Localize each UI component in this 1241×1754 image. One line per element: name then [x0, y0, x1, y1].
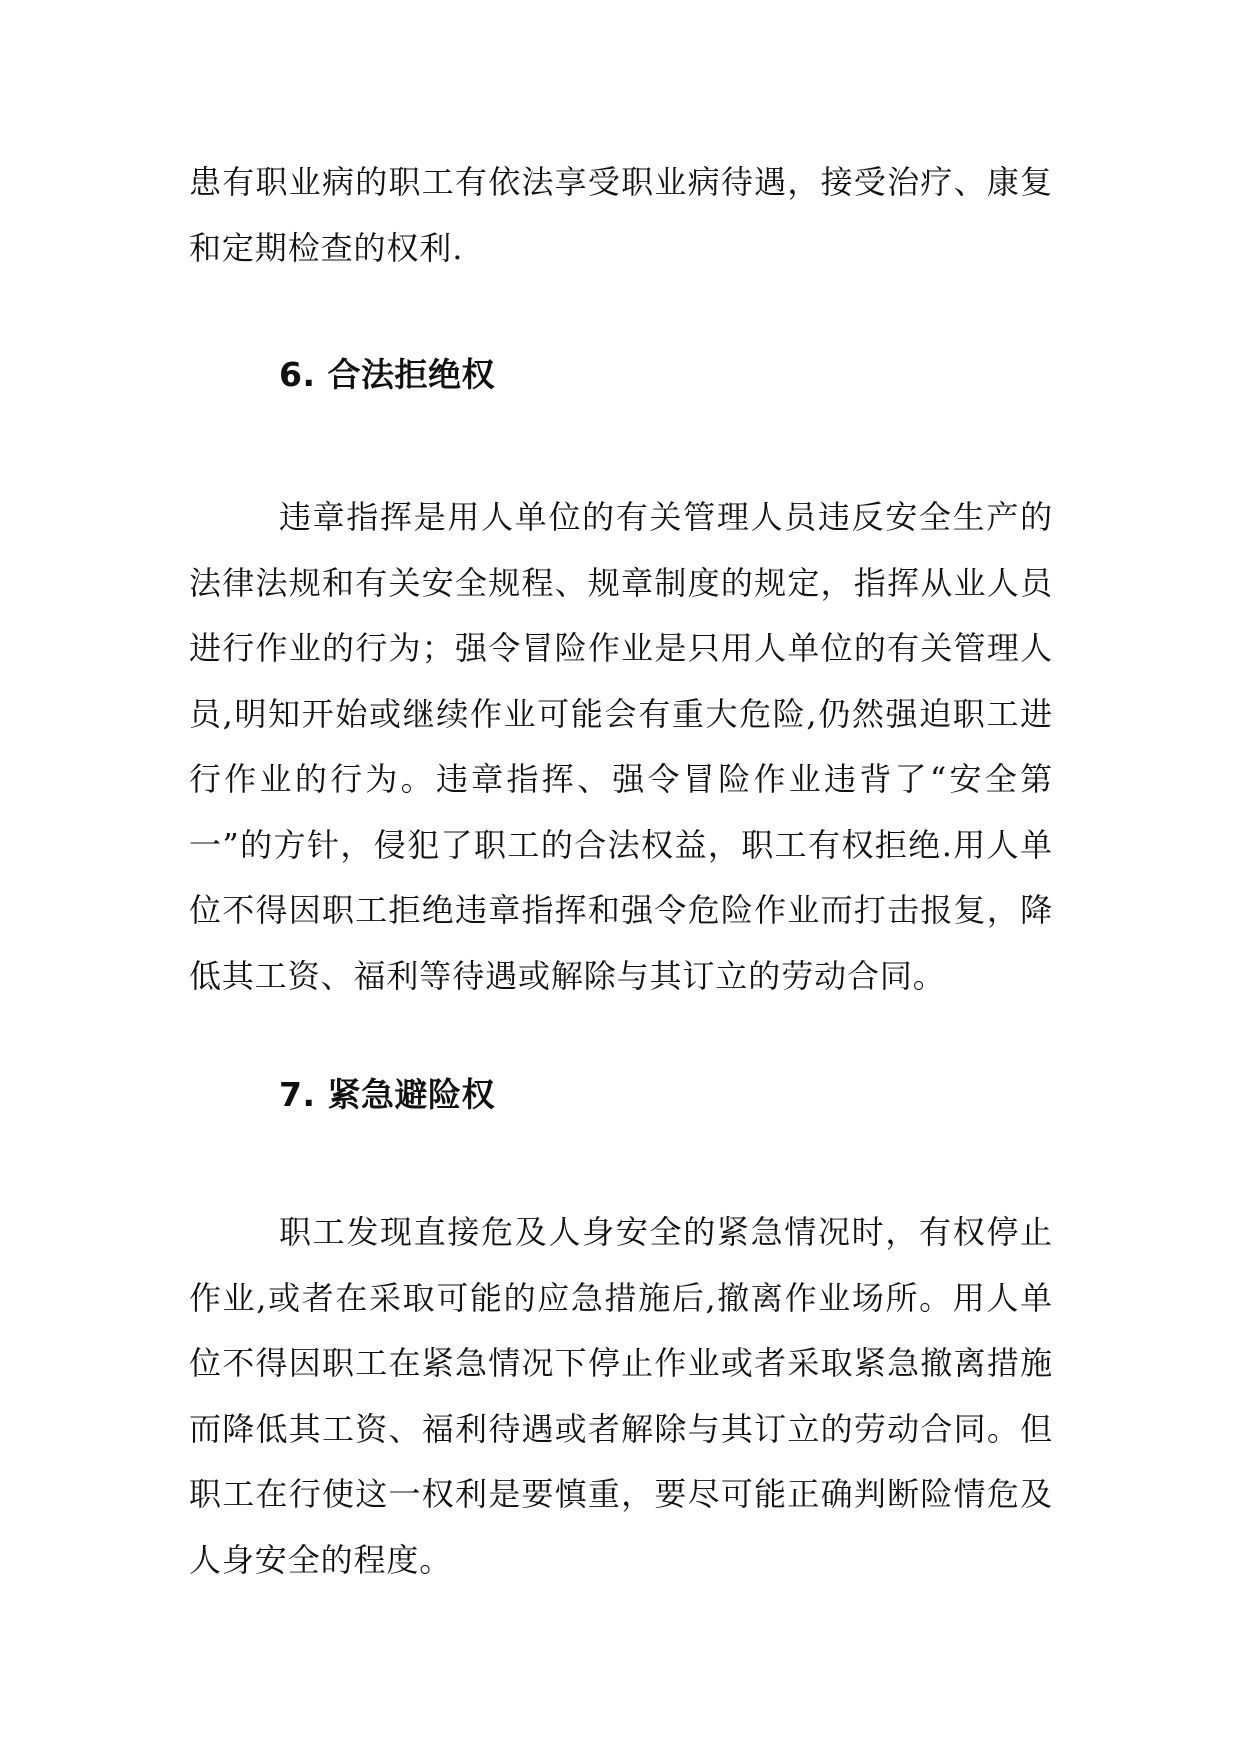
heading-right-to-refuse: 6. 合法拒绝权 — [279, 355, 495, 394]
paragraph-occupational-disease-rights: 患有职业病的职工有依法享受职业病待遇，接受治疗、康复和定期检查的权利. — [189, 163, 1053, 267]
paragraph-emergency-avoidance: 职工发现直接危及人身安全的紧急情况时，有权停止作业,或者在采取可能的应急措施后,撤离作业场所。用人单位不得因职工在紧急情况下停止作业或者采取紧急撤离措施而降低其工资、福利待遇或者解除与其订立的劳动合同。但职工在行使这一权利是要慎重，要尽可能正确判断险情危及人身安全的程度。 — [189, 1213, 1053, 1579]
paragraph-right-to-refuse: 违章指挥是用人单位的有关管理人员违反安全生产的法律法规和有关安全规程、规章制度的规定，指挥从业人员进行作业的行为；强令冒险作业是只用人单位的有关管理人员,明知开始或继续作业可能会有重大危险,仍然强迫职工进行作业的行为。违章指挥、强令冒险作业违背了“安全第一”的方针，侵犯了职工的合法权益，职工有权拒绝.用人单位不得因职工拒绝违章指挥和强令危险作业而打击报复，降低其工资、福利等待遇或解除与其订立的劳动合同。 — [189, 498, 1053, 995]
heading-emergency-avoidance: 7. 紧急避险权 — [279, 1075, 495, 1114]
